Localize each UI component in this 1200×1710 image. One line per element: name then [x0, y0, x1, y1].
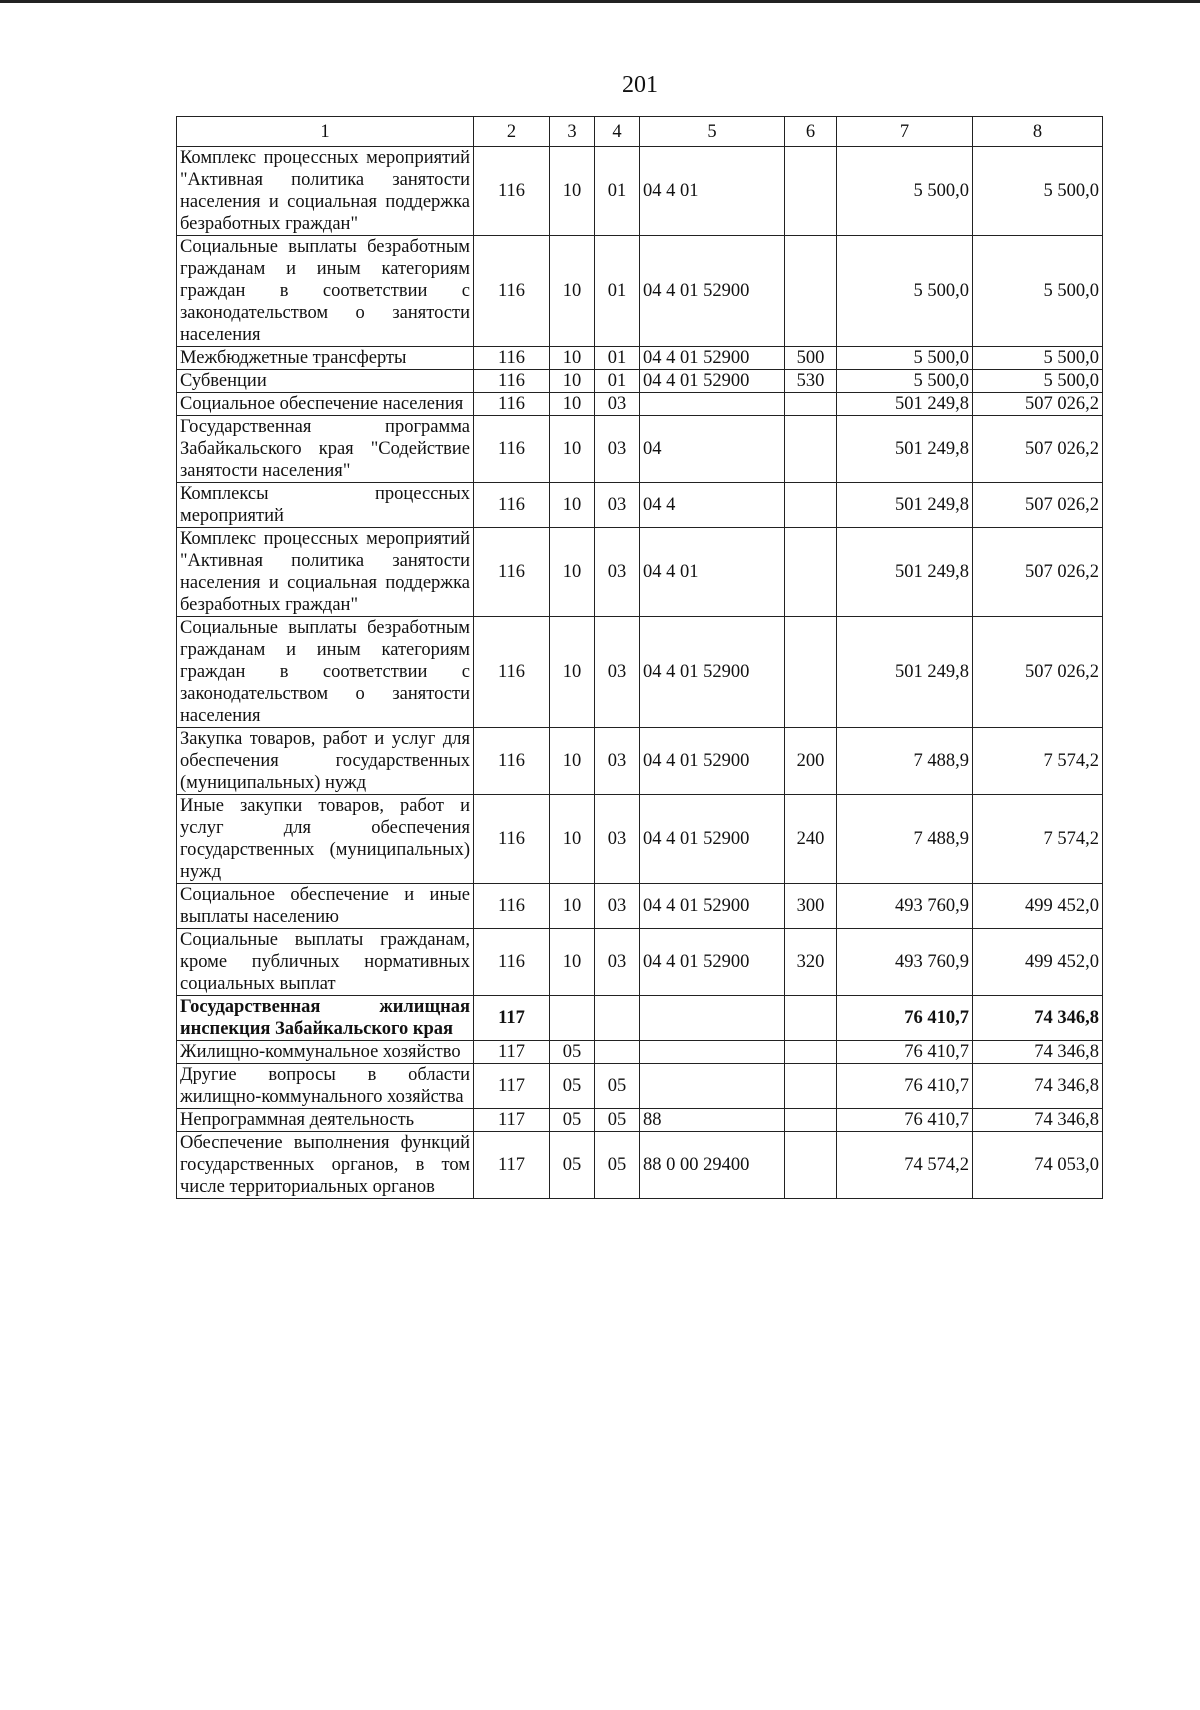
- item-name-cell: Субвенции: [177, 370, 474, 393]
- ministry-code-cell: 116: [474, 528, 550, 617]
- ministry-code-cell: 116: [474, 370, 550, 393]
- table-row: [177, 884, 1103, 929]
- ministry-code-cell: 117: [474, 996, 550, 1041]
- table-row: [177, 528, 1103, 617]
- item-name-cell: Закупка товаров, работ и услуг для обеспечения государственных (муниципальных) нужд: [177, 728, 474, 795]
- expense-type-cell: [785, 1041, 837, 1064]
- target-article-cell: 04 4: [640, 483, 785, 528]
- target-article-cell: 04 4 01 52900: [640, 347, 785, 370]
- item-name-cell: Другие вопросы в области жилищно-коммунального хозяйства: [177, 1064, 474, 1109]
- subsection-code-cell: 03: [595, 483, 640, 528]
- amount-year-1-cell: 5 500,0: [837, 236, 973, 347]
- ministry-code-cell: 116: [474, 929, 550, 996]
- subsection-code-cell: 03: [595, 884, 640, 929]
- item-name-cell: Социальные выплаты безработным гражданам и иным категориям граждан в соответствии с законодательством о занятости населения: [177, 617, 474, 728]
- expense-type-cell: [785, 147, 837, 236]
- table-row: [177, 996, 1103, 1041]
- section-code-cell: 10: [550, 617, 595, 728]
- section-code-cell: 05: [550, 1109, 595, 1132]
- table-row: [177, 393, 1103, 416]
- section-code-cell: 10: [550, 795, 595, 884]
- ministry-code-cell: 116: [474, 884, 550, 929]
- item-name-cell: Комплекс процессных мероприятий "Активная политика занятости населения и социальная поддержка безработных граждан": [177, 147, 474, 236]
- amount-year-1-cell: 501 249,8: [837, 483, 973, 528]
- ministry-code-cell: 116: [474, 393, 550, 416]
- target-article-cell: 04 4 01: [640, 528, 785, 617]
- table-row: [177, 929, 1103, 996]
- item-name-cell: Обеспечение выполнения функций государственных органов, в том числе территориальных органов: [177, 1132, 474, 1199]
- amount-year-2-cell: 499 452,0: [973, 884, 1103, 929]
- item-name-cell: Межбюджетные трансферты: [177, 347, 474, 370]
- target-article-cell: 04 4 01 52900: [640, 929, 785, 996]
- table-row: [177, 370, 1103, 393]
- section-code-cell: [550, 996, 595, 1041]
- table-row: [177, 728, 1103, 795]
- item-name-cell: Непрограммная деятельность: [177, 1109, 474, 1132]
- table-row: [177, 795, 1103, 884]
- expense-type-cell: 500: [785, 347, 837, 370]
- target-article-cell: 04 4 01 52900: [640, 617, 785, 728]
- expense-type-cell: [785, 528, 837, 617]
- target-article-cell: [640, 1041, 785, 1064]
- item-name-cell: Комплекс процессных мероприятий "Активная политика занятости населения и социальная поддержка безработных граждан": [177, 528, 474, 617]
- target-article-cell: 04: [640, 416, 785, 483]
- expense-type-cell: [785, 416, 837, 483]
- ministry-code-cell: 116: [474, 236, 550, 347]
- amount-year-1-cell: 5 500,0: [837, 370, 973, 393]
- subsection-code-cell: 03: [595, 416, 640, 483]
- section-code-cell: 10: [550, 416, 595, 483]
- amount-year-2-cell: 507 026,2: [973, 617, 1103, 728]
- target-article-cell: 04 4 01: [640, 147, 785, 236]
- section-code-cell: 10: [550, 483, 595, 528]
- ministry-code-cell: 116: [474, 416, 550, 483]
- item-name-cell: Социальное обеспечение и иные выплаты населению: [177, 884, 474, 929]
- header-cell-4: 4: [595, 117, 640, 147]
- amount-year-1-cell: 493 760,9: [837, 884, 973, 929]
- target-article-cell: 04 4 01 52900: [640, 728, 785, 795]
- ministry-code-cell: 117: [474, 1041, 550, 1064]
- item-name-cell: Иные закупки товаров, работ и услуг для обеспечения государственных (муниципальных) нужд: [177, 795, 474, 884]
- subsection-code-cell: 03: [595, 795, 640, 884]
- amount-year-1-cell: 74 574,2: [837, 1132, 973, 1199]
- amount-year-1-cell: 501 249,8: [837, 393, 973, 416]
- header-cell-6: 6: [785, 117, 837, 147]
- ministry-code-cell: 116: [474, 483, 550, 528]
- subsection-code-cell: 05: [595, 1132, 640, 1199]
- amount-year-2-cell: 74 053,0: [973, 1132, 1103, 1199]
- amount-year-2-cell: 7 574,2: [973, 728, 1103, 795]
- target-article-cell: [640, 393, 785, 416]
- header-cell-7: 7: [837, 117, 973, 147]
- subsection-code-cell: 03: [595, 528, 640, 617]
- ministry-code-cell: 116: [474, 147, 550, 236]
- amount-year-2-cell: 507 026,2: [973, 483, 1103, 528]
- table-row: [177, 1109, 1103, 1132]
- expense-type-cell: [785, 236, 837, 347]
- subsection-code-cell: 03: [595, 617, 640, 728]
- expense-type-cell: 300: [785, 884, 837, 929]
- amount-year-2-cell: 5 500,0: [973, 370, 1103, 393]
- amount-year-1-cell: 5 500,0: [837, 147, 973, 236]
- amount-year-2-cell: 7 574,2: [973, 795, 1103, 884]
- amount-year-1-cell: 501 249,8: [837, 617, 973, 728]
- amount-year-2-cell: 74 346,8: [973, 1064, 1103, 1109]
- section-code-cell: 10: [550, 929, 595, 996]
- table-body: [177, 117, 1103, 1199]
- ministry-code-cell: 116: [474, 728, 550, 795]
- table-row: [177, 617, 1103, 728]
- section-code-cell: 10: [550, 370, 595, 393]
- section-code-cell: 10: [550, 528, 595, 617]
- section-code-cell: 10: [550, 347, 595, 370]
- subsection-code-cell: 05: [595, 1064, 640, 1109]
- amount-year-1-cell: 501 249,8: [837, 416, 973, 483]
- table-row: [177, 236, 1103, 347]
- expense-type-cell: 200: [785, 728, 837, 795]
- expense-type-cell: 240: [785, 795, 837, 884]
- target-article-cell: [640, 1064, 785, 1109]
- subsection-code-cell: 05: [595, 1109, 640, 1132]
- item-name-cell: Жилищно-коммунальное хозяйство: [177, 1041, 474, 1064]
- target-article-cell: 88: [640, 1109, 785, 1132]
- table-row: [177, 347, 1103, 370]
- section-code-cell: 05: [550, 1132, 595, 1199]
- header-cell-2: 2: [474, 117, 550, 147]
- amount-year-2-cell: 507 026,2: [973, 528, 1103, 617]
- ministry-code-cell: 117: [474, 1064, 550, 1109]
- ministry-code-cell: 117: [474, 1132, 550, 1199]
- subsection-code-cell: 03: [595, 393, 640, 416]
- amount-year-2-cell: 5 500,0: [973, 236, 1103, 347]
- target-article-cell: 88 0 00 29400: [640, 1132, 785, 1199]
- expense-type-cell: [785, 393, 837, 416]
- target-article-cell: 04 4 01 52900: [640, 795, 785, 884]
- amount-year-2-cell: 5 500,0: [973, 147, 1103, 236]
- ministry-code-cell: 117: [474, 1109, 550, 1132]
- top-border-line: [0, 0, 1200, 3]
- item-name-cell: Государственная жилищная инспекция Забайкальского края: [177, 996, 474, 1041]
- subsection-code-cell: [595, 996, 640, 1041]
- table-row: [177, 147, 1103, 236]
- budget-table: [176, 116, 1103, 1199]
- section-code-cell: 10: [550, 147, 595, 236]
- subsection-code-cell: 03: [595, 728, 640, 795]
- section-code-cell: 05: [550, 1041, 595, 1064]
- table-row: [177, 1064, 1103, 1109]
- header-cell-5: 5: [640, 117, 785, 147]
- header-cell-8: 8: [973, 117, 1103, 147]
- section-code-cell: 10: [550, 728, 595, 795]
- amount-year-1-cell: 7 488,9: [837, 728, 973, 795]
- item-name-cell: Социальные выплаты безработным гражданам и иным категориям граждан в соответствии с законодательством о занятости населения: [177, 236, 474, 347]
- table-row: [177, 1041, 1103, 1064]
- amount-year-2-cell: 499 452,0: [973, 929, 1103, 996]
- amount-year-2-cell: 74 346,8: [973, 1109, 1103, 1132]
- target-article-cell: 04 4 01 52900: [640, 884, 785, 929]
- amount-year-1-cell: 76 410,7: [837, 1064, 973, 1109]
- item-name-cell: Социальное обеспечение населения: [177, 393, 474, 416]
- target-article-cell: 04 4 01 52900: [640, 370, 785, 393]
- expense-type-cell: 530: [785, 370, 837, 393]
- item-name-cell: Комплексы процессных мероприятий: [177, 483, 474, 528]
- section-code-cell: 10: [550, 884, 595, 929]
- section-code-cell: 10: [550, 393, 595, 416]
- ministry-code-cell: 116: [474, 795, 550, 884]
- page-number: 201: [622, 72, 658, 98]
- amount-year-1-cell: 493 760,9: [837, 929, 973, 996]
- ministry-code-cell: 116: [474, 347, 550, 370]
- amount-year-1-cell: 501 249,8: [837, 528, 973, 617]
- expense-type-cell: [785, 996, 837, 1041]
- table-row: [177, 1132, 1103, 1199]
- ministry-code-cell: 116: [474, 617, 550, 728]
- subsection-code-cell: 03: [595, 929, 640, 996]
- amount-year-2-cell: 507 026,2: [973, 416, 1103, 483]
- amount-year-1-cell: 7 488,9: [837, 795, 973, 884]
- expense-type-cell: 320: [785, 929, 837, 996]
- item-name-cell: Социальные выплаты гражданам, кроме публичных нормативных социальных выплат: [177, 929, 474, 996]
- expense-type-cell: [785, 1109, 837, 1132]
- amount-year-2-cell: 74 346,8: [973, 996, 1103, 1041]
- amount-year-1-cell: 76 410,7: [837, 1041, 973, 1064]
- amount-year-2-cell: 507 026,2: [973, 393, 1103, 416]
- expense-type-cell: [785, 617, 837, 728]
- table-row: [177, 416, 1103, 483]
- expense-type-cell: [785, 483, 837, 528]
- section-code-cell: 05: [550, 1064, 595, 1109]
- header-row: [177, 117, 1103, 147]
- amount-year-1-cell: 76 410,7: [837, 996, 973, 1041]
- amount-year-1-cell: 5 500,0: [837, 347, 973, 370]
- table-row: [177, 483, 1103, 528]
- target-article-cell: [640, 996, 785, 1041]
- header-cell-1: 1: [177, 117, 474, 147]
- subsection-code-cell: 01: [595, 370, 640, 393]
- subsection-code-cell: 01: [595, 236, 640, 347]
- expense-type-cell: [785, 1132, 837, 1199]
- amount-year-2-cell: 74 346,8: [973, 1041, 1103, 1064]
- amount-year-2-cell: 5 500,0: [973, 347, 1103, 370]
- subsection-code-cell: 01: [595, 147, 640, 236]
- expense-type-cell: [785, 1064, 837, 1109]
- header-cell-3: 3: [550, 117, 595, 147]
- item-name-cell: Государственная программа Забайкальского края "Содействие занятости населения": [177, 416, 474, 483]
- amount-year-1-cell: 76 410,7: [837, 1109, 973, 1132]
- target-article-cell: 04 4 01 52900: [640, 236, 785, 347]
- section-code-cell: 10: [550, 236, 595, 347]
- subsection-code-cell: 01: [595, 347, 640, 370]
- subsection-code-cell: [595, 1041, 640, 1064]
